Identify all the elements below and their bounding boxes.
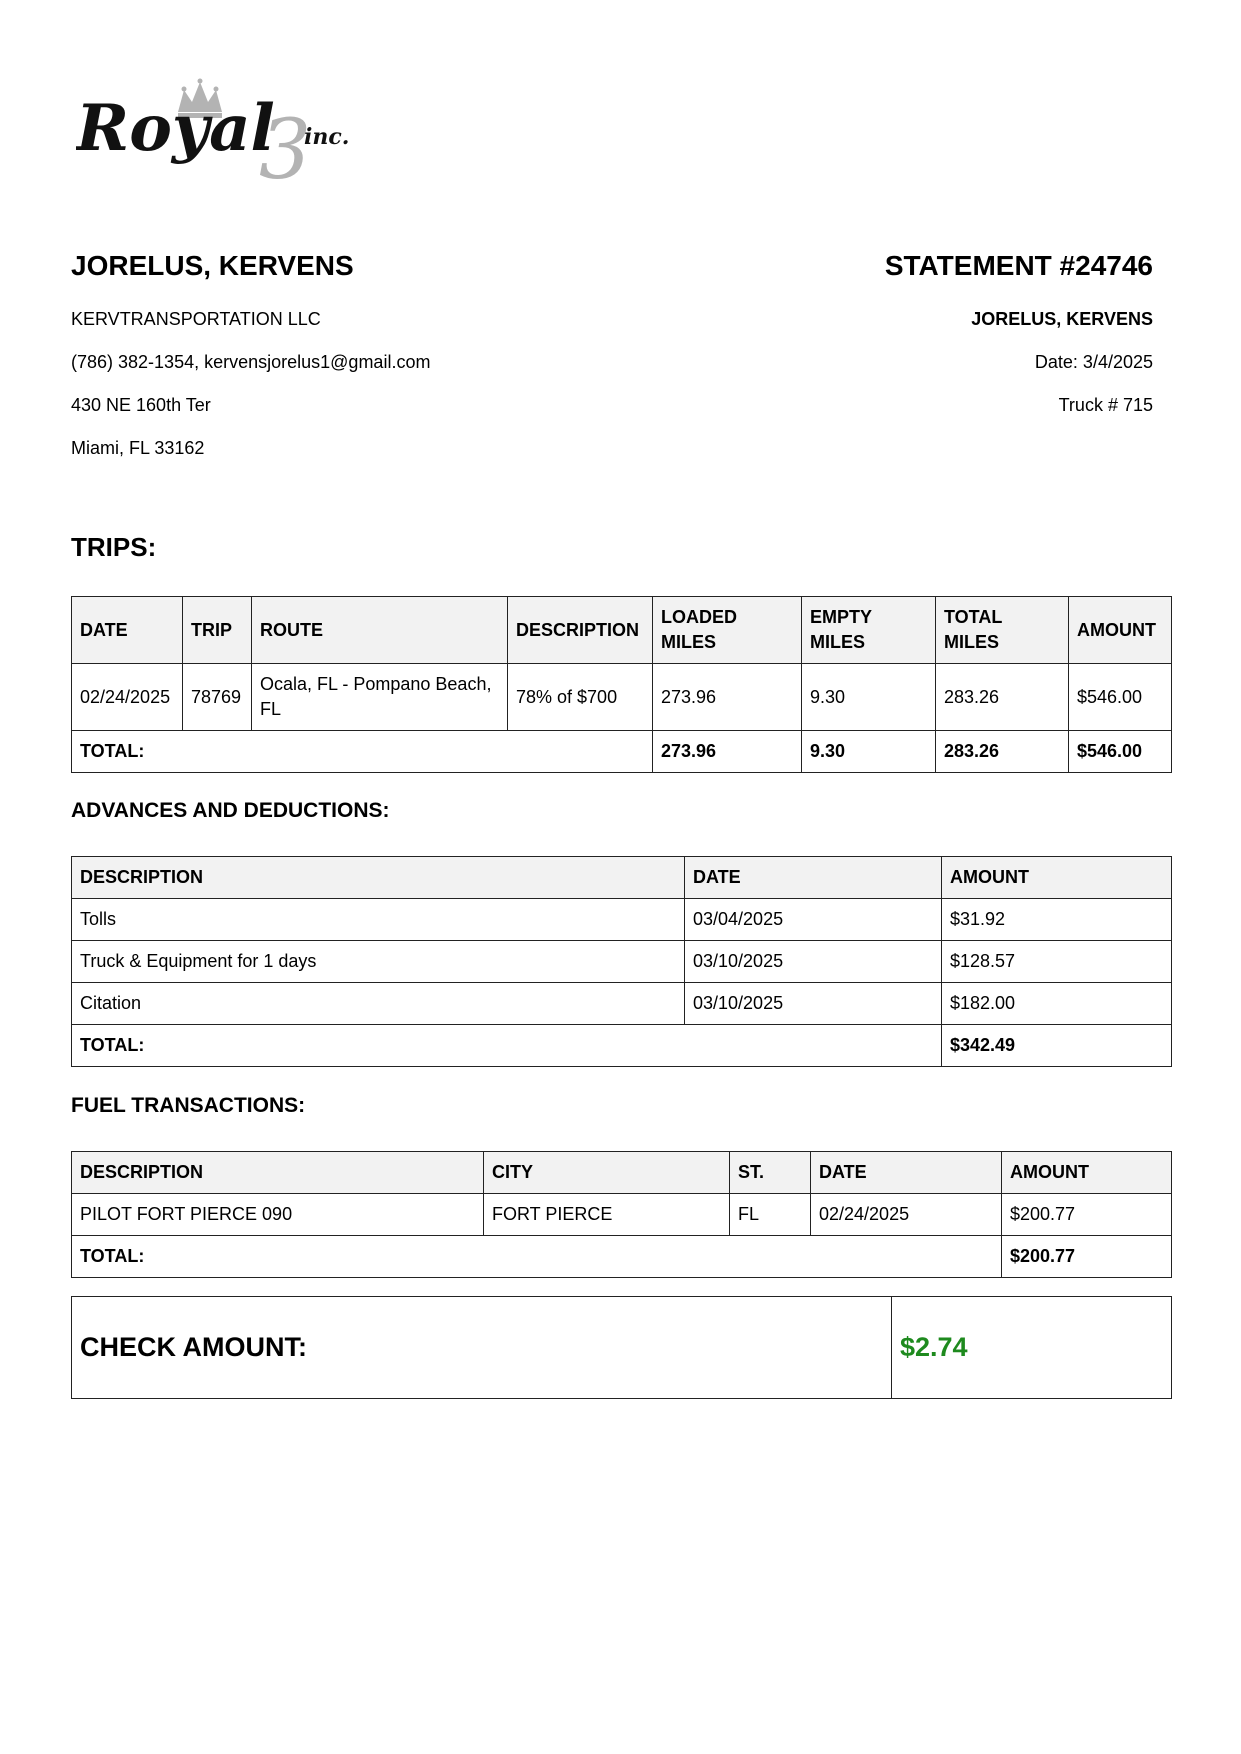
trips-header-row bbox=[72, 597, 1172, 664]
svg-text:Royal: Royal bbox=[76, 91, 275, 166]
driver-company: KERVTRANSPORTATION LLC bbox=[71, 309, 321, 329]
fuel-total-row bbox=[72, 1236, 1172, 1278]
fuel-table bbox=[71, 1151, 1172, 1278]
deduction-description: Truck & Equipment for 1 days bbox=[72, 941, 685, 983]
svg-text:inc.: inc. bbox=[304, 124, 350, 150]
table-row bbox=[72, 941, 1172, 983]
deductions-table bbox=[71, 856, 1172, 1067]
column-header: DESCRIPTION bbox=[508, 597, 653, 664]
check-amount-value: $2.74 bbox=[892, 1297, 1172, 1399]
deduction-description: Citation bbox=[72, 983, 685, 1025]
deductions-header-row bbox=[72, 857, 1172, 899]
column-header: AMOUNT bbox=[1069, 597, 1172, 664]
deduction-date: 03/04/2025 bbox=[685, 899, 942, 941]
column-header: TRIP bbox=[183, 597, 252, 664]
trip-empty-miles: 9.30 bbox=[802, 664, 936, 731]
check-amount-row bbox=[72, 1297, 1172, 1399]
trip-number: 78769 bbox=[183, 664, 252, 731]
column-header: AMOUNT bbox=[942, 857, 1172, 899]
total-amount: $342.49 bbox=[942, 1025, 1172, 1067]
total-empty-miles: 9.30 bbox=[802, 731, 936, 773]
table-row bbox=[72, 664, 1172, 731]
total-label: TOTAL: bbox=[72, 731, 653, 773]
statement-name: JORELUS, KERVENS bbox=[971, 309, 1153, 329]
column-header: DATE bbox=[72, 597, 183, 664]
statement-truck: Truck # 715 bbox=[1058, 395, 1153, 415]
svg-text:3: 3 bbox=[259, 103, 312, 190]
company-logo bbox=[76, 78, 386, 190]
column-header: ST. bbox=[730, 1152, 811, 1194]
fuel-amount: $200.77 bbox=[1002, 1194, 1172, 1236]
column-header: DATE bbox=[811, 1152, 1002, 1194]
deduction-amount: $31.92 bbox=[942, 899, 1172, 941]
fuel-date: 02/24/2025 bbox=[811, 1194, 1002, 1236]
driver-address-line1: 430 NE 160th Ter bbox=[71, 395, 211, 415]
deduction-date: 03/10/2025 bbox=[685, 941, 942, 983]
total-label: TOTAL: bbox=[72, 1236, 1002, 1278]
table-row bbox=[72, 983, 1172, 1025]
fuel-header-row bbox=[72, 1152, 1172, 1194]
total-total-miles: 283.26 bbox=[936, 731, 1069, 773]
column-header: AMOUNT bbox=[1002, 1152, 1172, 1194]
deductions-section-title: ADVANCES AND DEDUCTIONS: bbox=[71, 799, 390, 822]
deduction-date: 03/10/2025 bbox=[685, 983, 942, 1025]
trip-amount: $546.00 bbox=[1069, 664, 1172, 731]
trip-total-miles: 283.26 bbox=[936, 664, 1069, 731]
column-header: DATE bbox=[685, 857, 942, 899]
column-header: TOTAL MILES bbox=[936, 597, 1069, 664]
deduction-amount: $182.00 bbox=[942, 983, 1172, 1025]
column-header: DESCRIPTION bbox=[72, 857, 685, 899]
total-amount: $546.00 bbox=[1069, 731, 1172, 773]
fuel-section-title: FUEL TRANSACTIONS: bbox=[71, 1094, 306, 1117]
deduction-amount: $128.57 bbox=[942, 941, 1172, 983]
check-amount-label: CHECK AMOUNT: bbox=[72, 1297, 892, 1399]
check-amount-table bbox=[71, 1296, 1172, 1399]
statement-title: STATEMENT #24746 bbox=[884, 250, 1153, 281]
column-header: DESCRIPTION bbox=[72, 1152, 484, 1194]
column-header: ROUTE bbox=[252, 597, 508, 664]
driver-name-heading: JORELUS, KERVENS bbox=[71, 250, 354, 281]
table-row bbox=[72, 899, 1172, 941]
deduction-description: Tolls bbox=[72, 899, 685, 941]
column-header: EMPTY MILES bbox=[802, 597, 936, 664]
trip-description: 78% of $700 bbox=[508, 664, 653, 731]
deductions-total-row bbox=[72, 1025, 1172, 1067]
table-row bbox=[72, 1194, 1172, 1236]
crown-logo-icon bbox=[76, 78, 386, 190]
trips-total-row bbox=[72, 731, 1172, 773]
total-loaded-miles: 273.96 bbox=[653, 731, 802, 773]
column-header: LOADED MILES bbox=[653, 597, 802, 664]
trip-route: Ocala, FL - Pompano Beach, FL bbox=[252, 664, 508, 731]
total-amount: $200.77 bbox=[1002, 1236, 1172, 1278]
trip-loaded-miles: 273.96 bbox=[653, 664, 802, 731]
total-label: TOTAL: bbox=[72, 1025, 942, 1067]
trips-section-title: TRIPS: bbox=[71, 532, 157, 562]
fuel-state: FL bbox=[730, 1194, 811, 1236]
driver-address-line2: Miami, FL 33162 bbox=[71, 438, 205, 458]
column-header: CITY bbox=[484, 1152, 730, 1194]
trips-table bbox=[71, 596, 1172, 773]
fuel-city: FORT PIERCE bbox=[484, 1194, 730, 1236]
driver-contact: (786) 382-1354, kervensjorelus1@gmail.com bbox=[71, 352, 431, 372]
statement-date: Date: 3/4/2025 bbox=[1034, 352, 1153, 372]
fuel-description: PILOT FORT PIERCE 090 bbox=[72, 1194, 484, 1236]
trip-date: 02/24/2025 bbox=[72, 664, 183, 731]
